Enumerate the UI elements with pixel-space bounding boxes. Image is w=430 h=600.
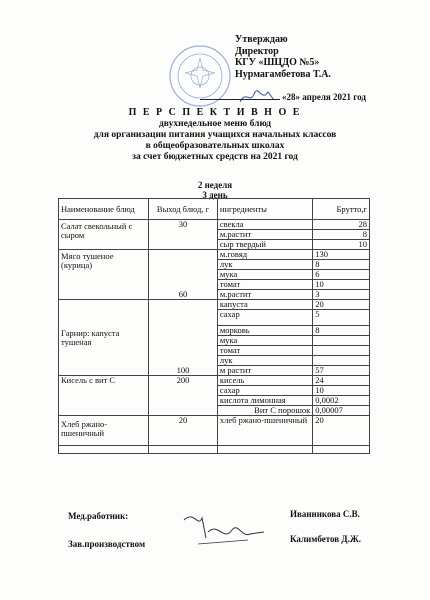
table-header-row [59, 199, 370, 220]
dish-output-garnish: 100 [149, 300, 218, 376]
ingredient-cell: хлеб ржано-пшеничный [217, 416, 312, 446]
production-head-label: Зав.производством [68, 539, 146, 549]
weight-cell: 20 [313, 416, 370, 446]
header-gross-weight: Брутто,г [313, 199, 370, 220]
production-head-name: Калимбетов Д.Ж. [290, 534, 362, 544]
dish-output-kissel: 200 [149, 376, 218, 416]
weight-cell: 0,0002 [313, 396, 370, 406]
ingredient-cell: лук [217, 356, 312, 366]
weight-cell: 10 [313, 240, 370, 250]
document-title: П Е Р С П Е К Т И В Н О Е [128, 107, 302, 118]
ingredient-cell: морковь [217, 326, 312, 336]
ingredient-cell: свекла [217, 220, 312, 230]
table-row [59, 376, 370, 386]
approval-date: «28» апреля 2021 год [282, 92, 366, 102]
dish-output-meat: 60 [149, 250, 218, 300]
weight-cell [313, 346, 370, 356]
med-worker-name: Иванникова С.В. [290, 509, 360, 519]
ingredient-cell: м.растит [217, 230, 312, 240]
weight-cell [313, 356, 370, 366]
weight-cell: 8 [313, 260, 370, 270]
header-ingredients: ингредиенты [217, 199, 312, 220]
weight-cell: 10 [313, 386, 370, 396]
table-row [59, 300, 370, 310]
weight-cell: 57 [313, 366, 370, 376]
dish-name-meat: Мясо тушеное (курица) [59, 250, 149, 300]
weight-cell [313, 336, 370, 346]
ingredient-cell: кисель [217, 376, 312, 386]
ingredient-cell: лук [217, 260, 312, 270]
weight-cell: 10 [313, 280, 370, 290]
dish-name-garnish: Гарнир: капуста тушеная [59, 300, 149, 376]
weight-cell: 5 [313, 310, 370, 326]
weight-cell: 6 [313, 270, 370, 280]
table-row-empty [59, 446, 370, 454]
header-output: Выход блюд, г [149, 199, 218, 220]
dish-name-bread: Хлеб ржано-пшеничный [59, 416, 149, 446]
table-row [59, 250, 370, 260]
ingredient-cell: кислота лимонная [217, 396, 312, 406]
day-label: 3 день [202, 190, 228, 200]
menu-table [58, 198, 370, 454]
ingredient-cell: м.растит [217, 290, 312, 300]
subtitle-line-2: для организации питания учащихся начальных классов [93, 130, 337, 140]
ingredient-cell: капуста [217, 300, 312, 310]
dish-name-salad: Салат свекольный с сыром [59, 220, 149, 250]
weight-cell: 8 [313, 326, 370, 336]
approval-line-4: Нурмагамбетова Т.А. [235, 68, 331, 80]
ingredient-cell: томат [217, 346, 312, 356]
ingredient-cell: томат [217, 280, 312, 290]
approval-line-3: КГУ «ШЦДО №5» [235, 57, 320, 68]
subtitle-line-3: в общеобразовательных школах [145, 141, 285, 151]
approval-block [235, 34, 331, 80]
weight-cell: 130 [313, 250, 370, 260]
table-row [59, 416, 370, 446]
staff-signature-icon [178, 508, 268, 550]
weight-cell: 28 [313, 220, 370, 230]
ingredient-cell: м растит [217, 366, 312, 376]
dish-output-salad: 30 [149, 220, 218, 250]
ingredient-cell: Вит С порошок [217, 406, 312, 416]
approval-line-2: Директор [235, 45, 279, 57]
ingredient-cell: мука [217, 336, 312, 346]
dish-output-bread: 20 [149, 416, 218, 446]
approval-date-line [200, 92, 366, 102]
signature-line [200, 99, 280, 100]
ingredient-cell: мука [217, 270, 312, 280]
ingredient-cell: м.говяд [217, 250, 312, 260]
approval-line-1: Утверждаю [235, 34, 288, 45]
dish-name-kissel: Кисель с вит С [59, 376, 149, 416]
subtitle-line-1: двухнедельное меню блюд [158, 119, 272, 129]
med-worker-label: Мед.работник: [68, 511, 129, 521]
weight-cell: 20 [313, 300, 370, 310]
ingredient-cell: сахар [217, 386, 312, 396]
ingredient-cell: сыр твердый [217, 240, 312, 250]
week-label: 2 неделя [197, 180, 233, 190]
weight-cell: 24 [313, 376, 370, 386]
weight-cell: 0,00007 [313, 406, 370, 416]
weight-cell: 8 [313, 230, 370, 240]
subtitle-line-4: за счет бюджетных средств на 2021 год [132, 152, 298, 162]
header-dish-name: Наименование блюд [59, 199, 149, 220]
table-row [59, 220, 370, 230]
ingredient-cell: сахар [217, 310, 312, 326]
weight-cell: 3 [313, 290, 370, 300]
